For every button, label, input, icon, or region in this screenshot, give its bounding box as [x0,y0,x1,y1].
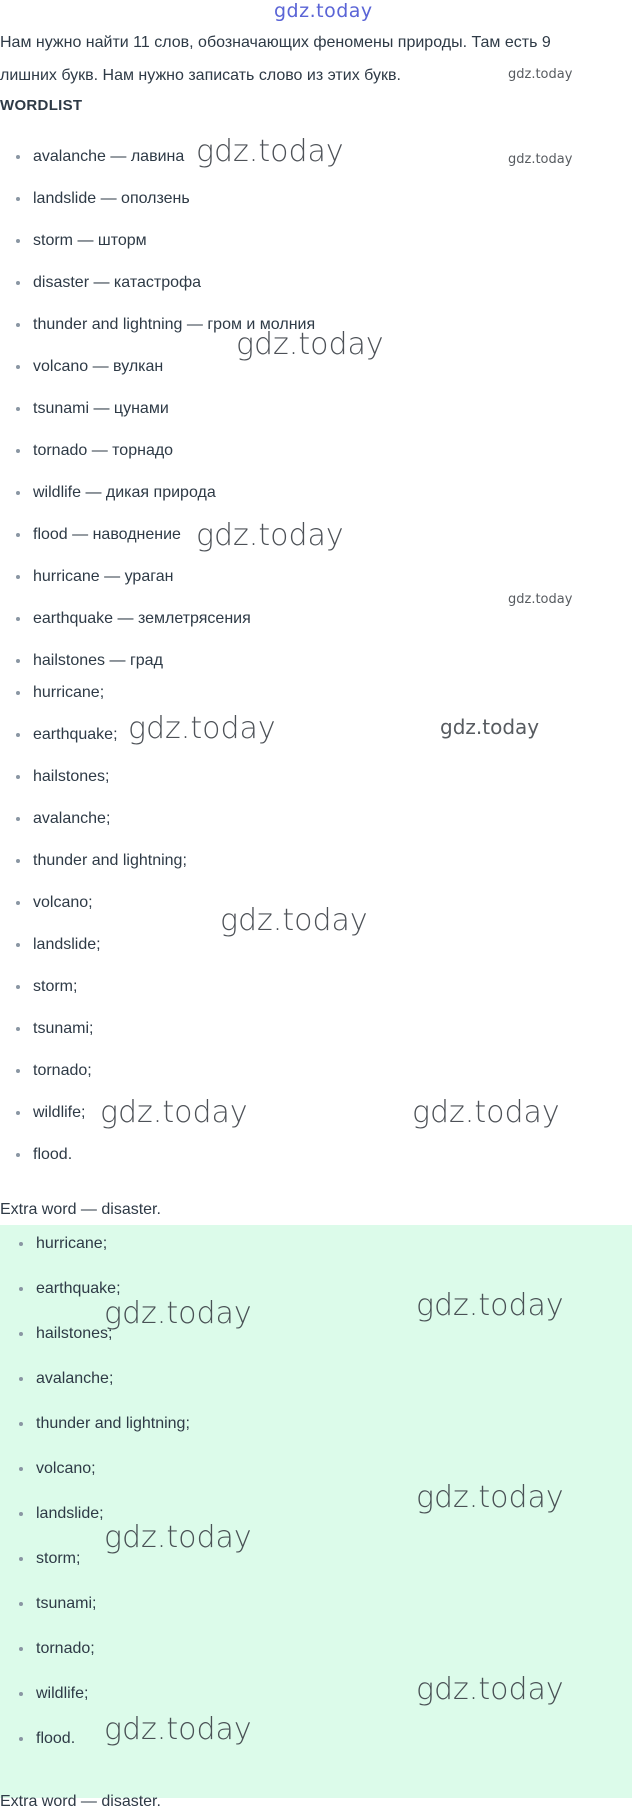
bullet-icon [16,365,20,369]
bullet-icon [19,1737,23,1741]
bullet-icon [16,659,20,663]
watermark: gdz.today [416,1288,564,1323]
watermark: gdz.today [100,1095,248,1130]
bullet-icon [19,1377,23,1381]
bullet-icon [19,1557,23,1561]
bullet-icon [16,281,20,285]
bullet-icon [16,617,20,621]
bullet-icon [16,1111,20,1115]
watermark: gdz.today [236,327,384,362]
watermark: gdz.today [508,592,573,607]
bullet-icon [16,575,20,579]
extra-word-text: Extra word — disaster. [0,1201,161,1218]
bullet-icon [16,985,20,989]
bullet-icon [16,1069,20,1073]
bullet-icon [16,533,20,537]
bullet-icon [16,197,20,201]
watermark: gdz.today [104,1712,252,1747]
watermark: gdz.today [104,1296,252,1331]
bullet-icon [16,775,20,779]
watermark: gdz.today [104,1520,252,1555]
watermark: gdz.today [508,152,573,167]
watermark: gdz.today [440,715,540,739]
bullet-icon [16,901,20,905]
bullet-icon [16,323,20,327]
bullet-icon [19,1287,23,1291]
watermark: gdz.today [412,1095,560,1130]
bullet-icon [19,1602,23,1606]
bullet-icon [16,407,20,411]
bullet-icon [19,1242,23,1246]
bullet-icon [19,1512,23,1516]
watermark: gdz.today [196,518,344,553]
bullet-icon [16,1027,20,1031]
bullet-icon [19,1422,23,1426]
bullet-icon [16,691,20,695]
extra-word-text: Extra word — disaster. [0,1793,161,1810]
task-description: Нам нужно найти 11 слов, обозначающих феномены природы. Там есть 9 лишних букв. Нам нужно записать слово из этих букв. [0,34,551,84]
bullet-icon [19,1467,23,1471]
watermark: gdz.today [416,1672,564,1707]
bullet-icon [16,817,20,821]
bullet-icon [16,1153,20,1157]
watermark: gdz.today [416,1480,564,1515]
site-logo[interactable]: gdz.today [274,0,373,22]
bullet-icon [16,449,20,453]
bullet-icon [16,239,20,243]
watermark: gdz.today [128,711,276,746]
bullet-icon [19,1692,23,1696]
watermark: gdz.today [196,134,344,169]
wordlist-heading: WORDLIST [0,97,83,114]
watermark: gdz.today [508,67,573,82]
bullet-icon [16,859,20,863]
bullet-icon [16,943,20,947]
watermark: gdz.today [220,903,368,938]
bullet-icon [19,1647,23,1651]
bullet-icon [16,491,20,495]
bullet-icon [16,733,20,737]
bullet-icon [19,1332,23,1336]
bullet-icon [16,155,20,159]
